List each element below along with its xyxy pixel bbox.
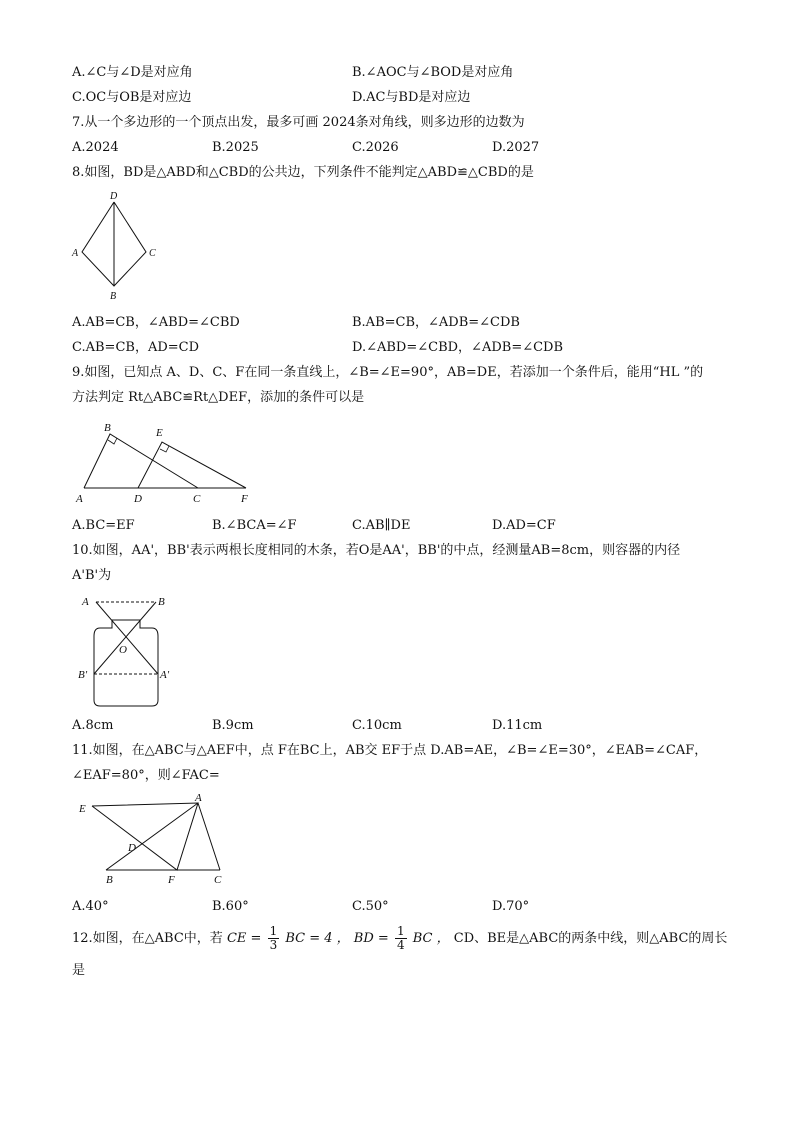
q12-bc1: BC = 4 ， [285, 931, 350, 946]
q11-label-d: D [128, 842, 136, 854]
q6-option-c: C.OC与OB是对应边 [72, 90, 192, 105]
q12-frac2-numerator: 1 [396, 924, 405, 938]
q8-option-b: B.AB=CB，∠ADB=∠CDB [352, 315, 520, 330]
q12-frac1-denominator: 3 [269, 938, 278, 952]
q8-stem: 8.如图，BD是△ABD和△CBD的公共边，下列条件不能判定△ABD≌△CBD的是 [72, 165, 534, 180]
q11-stem-line2: ∠EAF=80°，则∠FAC= [72, 768, 220, 783]
q9-label-c: C [193, 493, 201, 505]
q12-fraction-one-third [268, 925, 280, 952]
q12-bc2: BC ， [412, 931, 450, 946]
q12-frac1-numerator: 1 [269, 924, 278, 938]
q9-label-b: B [104, 422, 111, 434]
q6-option-b: B.∠AOC与∠BOD是对应角 [352, 65, 514, 80]
q7-option-c: C.2026 [352, 140, 399, 155]
q9-option-b: B.∠BCA=∠F [212, 518, 297, 533]
q11-option-a: A.40° [72, 899, 109, 914]
q7-stem: 7.从一个多边形的一个顶点出发，最多可画 2024条对角线，则多边形的边数为 [72, 115, 525, 130]
q12-stem-line2: 是 [72, 963, 86, 978]
q10-label-b: B [158, 596, 165, 608]
q8-option-d: D.∠ABD=∠CBD，∠ADB=∠CDB [352, 340, 564, 355]
q8-option-c: C.AB=CB，AD=CD [72, 340, 200, 355]
q6-option-a: A.∠C与∠D是对应角 [72, 65, 193, 80]
q11-label-e: E [79, 803, 86, 815]
q12-ce: CE = [226, 931, 262, 946]
q10-label-b-prime: B′ [78, 669, 88, 681]
q11-label-f: F [168, 874, 175, 886]
q9-stem-line2: 方法判定 Rt△ABC≌Rt△DEF，添加的条件可以是 [72, 390, 365, 405]
q9-stem-line1: 9.如图，已知点 A、D、C、F在同一条直线上，∠B=∠E=90°，AB=DE，若添加一个条件后，能用“HL ”的 [72, 365, 704, 380]
q7-option-b: B.2025 [212, 140, 259, 155]
q11-triangles-figure [70, 792, 240, 892]
q11-option-c: C.50° [352, 899, 389, 914]
q10-option-a: A.8cm [72, 718, 114, 733]
q11-stem-line1: 11.如图，在△ABC与△AEF中，点 F在BC上，AB交 EF于点 D.AB=AE，∠B=∠E=30°，∠EAB=∠CAF， [72, 743, 708, 758]
q12-bd: BD = [353, 931, 389, 946]
q8-kite-figure [70, 188, 160, 306]
q9-label-a: A [76, 493, 83, 505]
q8-label-b: B [110, 291, 117, 302]
q7-option-a: A.2024 [72, 140, 119, 155]
q7-option-d: D.2027 [492, 140, 540, 155]
q10-label-a-prime: A′ [160, 669, 170, 681]
q10-option-d: D.11cm [492, 718, 543, 733]
q12-fraction-one-quarter [395, 925, 407, 952]
q8-label-d: D [110, 191, 118, 202]
q10-option-c: C.10cm [352, 718, 402, 733]
q12-part2: CD、BE是△ABC的两条中线，则△ABC的周长 [453, 931, 728, 946]
q9-label-e: E [156, 427, 163, 439]
q10-label-a: A [82, 596, 89, 608]
q9-option-a: A.BC=EF [72, 518, 135, 533]
q8-option-a: A.AB=CB，∠ABD=∠CBD [72, 315, 240, 330]
q9-label-d: D [134, 493, 142, 505]
q10-label-o: O [119, 644, 127, 656]
q8-label-c: C [149, 248, 156, 259]
q11-label-c: C [214, 874, 222, 886]
q10-stem-line1: 10.如图，AA'，BB'表示两根长度相同的木条，若O是AA'，BB'的中点，经测量AB=8cm，则容器的内径 [72, 543, 681, 558]
q10-stem-line2: A'B'为 [72, 568, 112, 583]
q10-container-figure [74, 592, 184, 710]
q9-option-c: C.AB∥DE [352, 518, 411, 533]
q11-option-b: B.60° [212, 899, 249, 914]
q12-frac2-denominator: 4 [396, 938, 405, 952]
q12-stem-line1 [72, 922, 727, 956]
q9-label-f: F [241, 493, 248, 505]
q9-triangles-figure [70, 416, 260, 508]
q6-option-d: D.AC与BD是对应边 [352, 90, 471, 105]
q11-option-d: D.70° [492, 899, 530, 914]
q10-option-b: B.9cm [212, 718, 254, 733]
q9-option-d: D.AD=CF [492, 518, 556, 533]
q11-label-a: A [195, 792, 202, 804]
q8-label-a: A [72, 248, 79, 259]
q11-label-b: B [106, 874, 113, 886]
q12-part1: 12.如图，在△ABC中，若 [72, 931, 223, 946]
